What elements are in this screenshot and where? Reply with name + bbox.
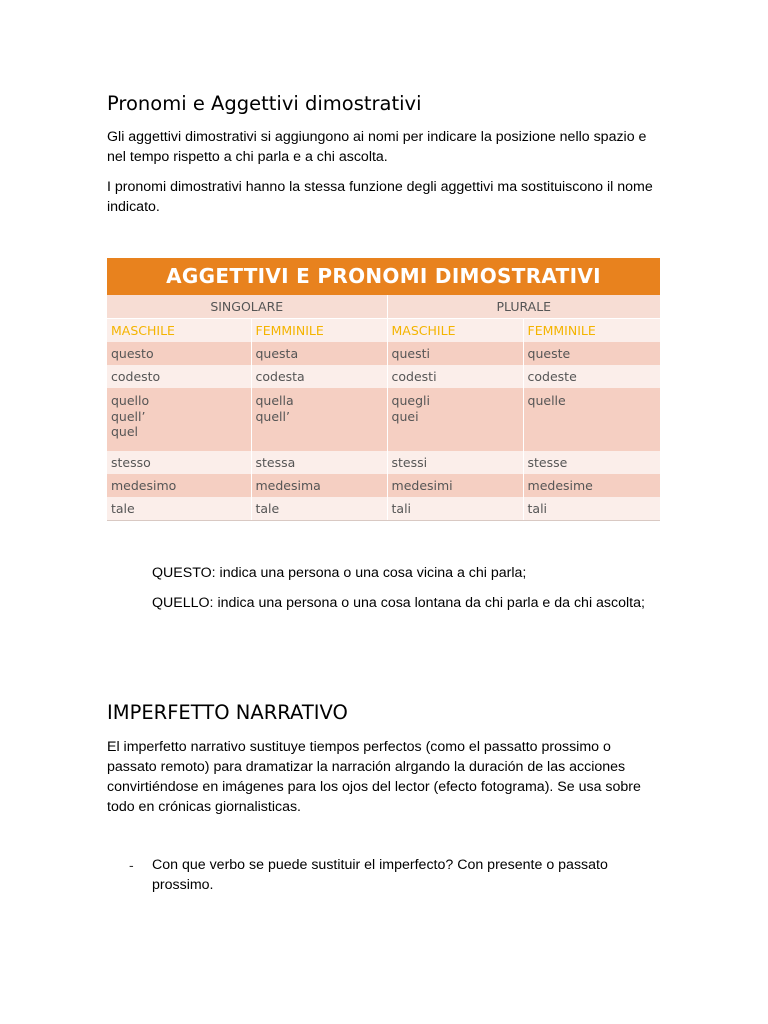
gender-header: MASCHILE [107, 319, 251, 343]
bullet-list-dimostrativi [107, 563, 660, 613]
cell-word: tale [255, 501, 280, 516]
cell-word: stesso [111, 455, 151, 470]
table-row [107, 497, 660, 521]
table-row [107, 388, 660, 451]
list-item-text: Con que verbo se puede sustituir el imperfecto? Con presente o passato prossimo. [152, 857, 608, 893]
paragraph-imperfetto: El imperfetto narrativo sustituye tiempos perfectos (como el passatto prossimo o passato remoto) para dramatizar la narración alrgando la duración de las acciones convirtiéndose en imágenes para los ojos del lector (efecto fotograma). Se usa sobre todo en crónicas giornalisticas. [107, 739, 641, 815]
table-cell [387, 451, 523, 474]
table-cell [107, 451, 251, 474]
cell-word: medesime [527, 478, 593, 493]
table-cell [251, 474, 387, 497]
cell-word: stessi [391, 455, 428, 470]
gender-header: MASCHILE [387, 319, 523, 343]
cell-word: codesti [391, 369, 437, 384]
table-cell [523, 342, 660, 365]
cell-word: tali [527, 501, 548, 516]
cell-word: queste [527, 346, 571, 361]
cell-word: quelle [527, 393, 566, 408]
list-item [107, 593, 660, 613]
cell-word: medesimi [391, 478, 453, 493]
table-row [107, 474, 660, 497]
group-header-singolare: SINGOLARE [107, 295, 387, 319]
gender-header: FEMMINILE [251, 319, 387, 343]
cell-word: quell’ [255, 408, 290, 424]
table-title: AGGETTIVI E PRONOMI DIMOSTRATIVI [107, 258, 660, 295]
table-cell [387, 388, 523, 451]
section-title-dimostrativi: Pronomi e Aggettivi dimostrativi [107, 92, 422, 115]
cell-word: codesto [111, 369, 161, 384]
cell-word: medesima [255, 478, 321, 493]
table-cell [107, 474, 251, 497]
cell-word: quei [391, 408, 419, 424]
table-cell [251, 388, 387, 451]
gender-header: FEMMINILE [523, 319, 660, 343]
table-cell [523, 474, 660, 497]
table-cell [387, 497, 523, 521]
table-cell [107, 388, 251, 451]
table-row [107, 342, 660, 365]
cell-word: quell’ [111, 408, 146, 424]
table-row [107, 365, 660, 388]
cell-word: quel [111, 424, 139, 439]
cell-word: medesimo [111, 478, 177, 493]
table-cell [107, 342, 251, 365]
table-cell [523, 365, 660, 388]
table-group-row [107, 295, 660, 319]
cell-word: stessa [255, 455, 296, 470]
table-cell [251, 497, 387, 521]
cell-word: stesse [527, 455, 568, 470]
dash-list-imperfetto [107, 855, 660, 895]
table-gender-row [107, 319, 660, 343]
dimostrativi-table [107, 258, 660, 521]
cell-word: tali [391, 501, 412, 516]
section-title-imperfetto: IMPERFETTO NARRATIVO [107, 701, 348, 724]
table-cell [523, 497, 660, 521]
cell-word: quello [111, 393, 150, 408]
table-row [107, 451, 660, 474]
table-cell [251, 342, 387, 365]
table-cell [107, 497, 251, 521]
cell-word: questo [111, 346, 154, 361]
cell-word: questa [255, 346, 299, 361]
cell-word: questi [391, 346, 430, 361]
cell-word: codeste [527, 369, 577, 384]
dash-bullet-icon: - [129, 857, 134, 873]
table-cell [387, 342, 523, 365]
list-item-text: QUELLO: indica una persona o una cosa lontana da chi parla e da chi ascolta; [152, 595, 645, 611]
table-cell [523, 451, 660, 474]
table-cell [251, 365, 387, 388]
table-cell [387, 365, 523, 388]
list-item-text: QUESTO: indica una persona o una cosa vicina a chi parla; [152, 565, 527, 581]
table-cell [107, 365, 251, 388]
table-cell [251, 451, 387, 474]
list-item [107, 855, 660, 895]
table-cell [387, 474, 523, 497]
cell-word: quegli [391, 393, 430, 408]
cell-word: tale [111, 501, 135, 516]
table-cell [523, 388, 660, 451]
cell-word: codesta [255, 369, 305, 384]
cell-word: quella [255, 393, 294, 408]
list-item [107, 563, 660, 583]
group-header-plurale: PLURALE [387, 295, 660, 319]
paragraph-aggettivi: Gli aggettivi dimostrativi si aggiungono ai nomi per indicare la posizione nello spazio e nel tempo rispetto a chi parla e a chi ascolta. [107, 129, 647, 165]
paragraph-pronomi: I pronomi dimostrativi hanno la stessa funzione degli aggettivi ma sostituiscono il nome indicato. [107, 179, 653, 215]
table-body [107, 295, 660, 521]
